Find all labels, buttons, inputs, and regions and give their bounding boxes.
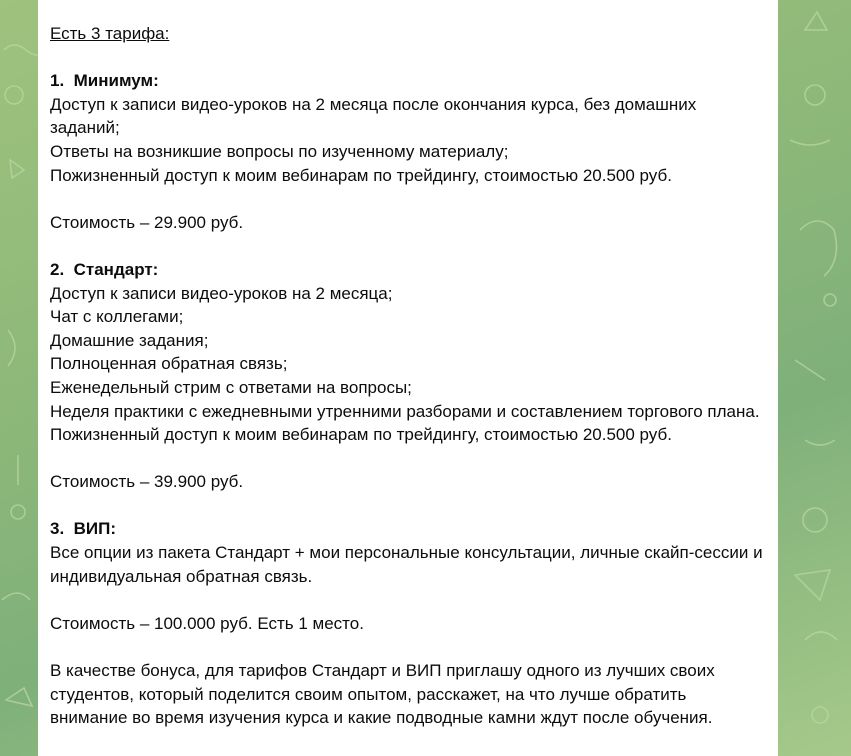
tariff-3-line: Все опции из пакета Стандарт + мои персональные консультации, личные скайп-сессии и индивидуальная обратная связь.	[50, 543, 768, 586]
spacer	[50, 494, 766, 518]
spacer	[50, 187, 766, 211]
tariff-2-line: Чат с коллегами;	[50, 307, 184, 327]
tariff-2-line: Домашние задания;	[50, 330, 209, 350]
tariff-2-line: Еженедельный стрим с ответами на вопросы;	[50, 377, 412, 397]
spacer	[50, 46, 766, 70]
tariff-1-line: Ответы на возникшие вопросы по изученному материалу;	[50, 141, 509, 161]
tariff-2-line: Доступ к записи видео-уроков на 2 месяца;	[50, 283, 393, 303]
tariff-2-title: 2. Стандарт:	[50, 259, 159, 279]
bonus-paragraph: В качестве бонуса, для тарифов Стандарт и ВИП приглашу одного из лучших своих студентов, который поделится своим опытом, расскажет, на что лучше обратить внимание во время изучения курса и какие подводные камни ждут после обучения.	[50, 661, 720, 728]
message-bubble[interactable]	[38, 0, 778, 756]
spacer	[50, 588, 766, 612]
tariff-2-line: Полноценная обратная связь;	[50, 354, 288, 374]
tariff-2-price: Стоимость – 39.900 руб.	[50, 472, 244, 492]
tariff-2-line: Пожизненный доступ к моим вебинарам по трейдингу, стоимостью 20.500 руб.	[50, 425, 672, 445]
tariff-2-line: Неделя практики с ежедневными утренними разборами и составлением торгового плана.	[50, 401, 760, 421]
tariff-1-line: Доступ к записи видео-уроков на 2 месяца после окончания курса, без домашних заданий;	[50, 94, 701, 138]
tariff-3-price: Стоимость – 100.000 руб. Есть 1 место.	[50, 613, 364, 633]
message-text	[38, 0, 778, 730]
tariff-1-title: 1. Минимум:	[50, 71, 159, 91]
spacer	[50, 234, 766, 258]
tariff-1-price: Стоимость – 29.900 руб.	[50, 212, 244, 232]
spacer	[50, 447, 766, 471]
spacer	[50, 635, 766, 659]
tariff-3-title: 3. ВИП:	[50, 519, 116, 539]
tariff-1-line: Пожизненный доступ к моим вебинарам по трейдингу, стоимостью 20.500 руб.	[50, 165, 672, 185]
tariffs-heading: Есть 3 тарифа:	[50, 24, 170, 43]
